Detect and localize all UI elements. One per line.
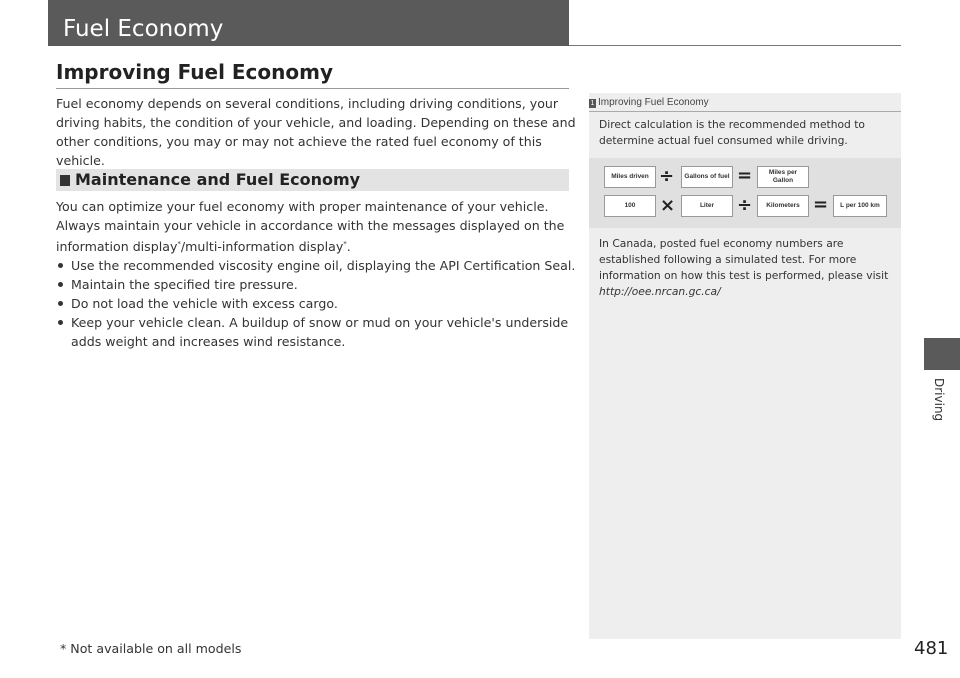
formula-box-kilometers: Kilometers (757, 195, 809, 217)
list-item: Maintain the specified tire pressure. (56, 275, 576, 294)
formula-box-miles-driven: Miles driven (604, 166, 656, 188)
formula-box-l-per-100km: L per 100 km (833, 195, 887, 217)
square-bullet-icon (60, 175, 70, 186)
list-item: Do not load the vehicle with excess cargo. (56, 294, 576, 313)
chapter-tab (924, 338, 960, 370)
list-item: Keep your vehicle clean. A buildup of snow or mud on your vehicle's underside adds weight and increases wind resistance. (56, 313, 576, 351)
formula-box-100: 100 (604, 195, 656, 217)
chapter-header (48, 0, 569, 46)
canada-text: In Canada, posted fuel economy numbers are established following a simulated test. For more information on how this test is performed, please visit (599, 237, 889, 282)
tips-list (56, 256, 576, 351)
equals-icon: = (737, 165, 753, 186)
maintenance-body (56, 197, 576, 351)
intro-paragraph: Fuel economy depends on several conditions, including driving conditions, your driving habits, the condition of your vehicle, and loading. Depending on these and other conditions, you may or may not achieve the rated fuel economy of this vehicle. (56, 96, 576, 168)
formula-box-mpg: Miles per Gallon (757, 166, 809, 188)
oee-link[interactable]: http://oee.nrcan.gc.ca/ (599, 285, 721, 298)
sidebar-text-calculation: Direct calculation is the recommended method to determine actual fuel consumed while driving. (599, 118, 865, 147)
chapter-tab-label: Driving (932, 378, 946, 422)
maintenance-paragraph (56, 197, 576, 256)
header-rule (569, 45, 901, 46)
divide-icon: ÷ (659, 166, 675, 187)
fuel-formula-diagram (589, 158, 901, 228)
footnote: * Not available on all models (60, 641, 242, 656)
sidebar-rule (589, 111, 901, 112)
body-text-part3: . (346, 239, 351, 255)
sidebar-note (589, 93, 901, 639)
sidebar-title-text: Improving Fuel Economy (598, 97, 709, 108)
body-text-part1: You can optimize your fuel economy with proper maintenance of your vehicle. Always maintain your vehicle in accordance with the messages displayed on the information display (56, 199, 565, 255)
reference-mark-icon: 1 (590, 100, 595, 107)
formula-box-liter: Liter (681, 195, 733, 217)
sidebar-text-canada (599, 236, 894, 300)
sidebar-title (589, 97, 901, 108)
equals-icon: = (813, 194, 829, 215)
footnote-star: * (343, 240, 347, 248)
heading-rule (56, 88, 569, 89)
list-item: Use the recommended viscosity engine oil, displaying the API Certification Seal. (56, 256, 576, 275)
divide-icon: ÷ (737, 195, 753, 216)
section-title: Maintenance and Fuel Economy (75, 170, 361, 189)
section-header (56, 169, 569, 191)
page-number: 481 (914, 638, 949, 659)
page-heading: Improving Fuel Economy (56, 60, 334, 84)
footnote-star: * (177, 240, 181, 248)
body-text-part2: /multi-information display (180, 239, 344, 255)
chapter-title: Fuel Economy (63, 16, 224, 42)
formula-box-gallons: Gallons of fuel (681, 166, 733, 188)
multiply-icon: × (660, 195, 676, 216)
